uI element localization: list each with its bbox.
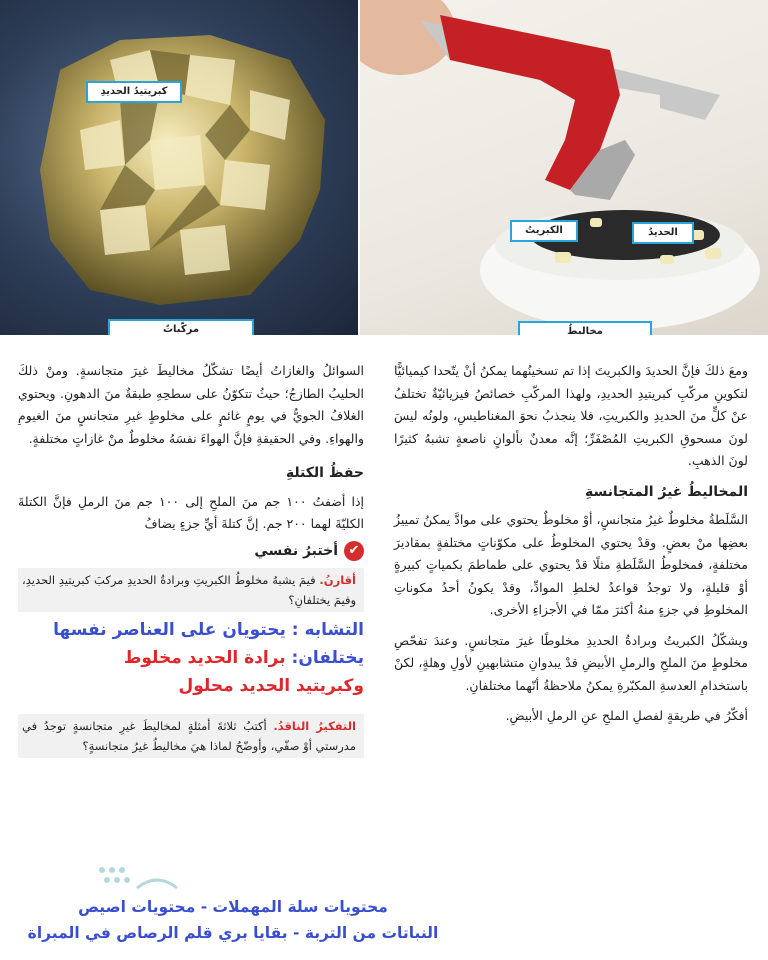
paragraph-think: أفكّرُ في طريقةٍ لفصلِ الملحِ عنِ الرملِ الأبيضِ. xyxy=(505,708,748,723)
question-compare-key: أقارنُ. xyxy=(319,573,356,587)
heading-heterogeneous-mixtures: المخاليطُ غيرُ المتجانسةِ xyxy=(585,483,748,500)
paragraph-mass: إذا أضفتُ ١٠٠ جم منَ الملحِ إلى ١٠٠ جم منَ الرملِ فإنَّ الكتلةَ الكليّةَ لهما ٢٠٠ جم. إنَّ كتلةَ أيِّ جزءٍ يضافُ xyxy=(18,493,364,531)
self-test-title xyxy=(18,540,364,563)
handwritten-footer-line1: محتويات سلة المهملات - محتويات اصيص xyxy=(78,898,388,916)
question-critical-thinking xyxy=(18,714,364,758)
label-iron-sulfide: كبريتيدُ الحديدِ xyxy=(86,81,182,103)
handwritten-answer-iron-sulfide: وكبريتيد الحديد محلول xyxy=(178,676,364,696)
question-compare-text: فيمَ يشبهُ مخلوطُ الكبريتِ وبرادةُ الحديدِ مركبَ كبريتيدِ الحديدِ، وفيمَ يختلفانِ؟ xyxy=(22,573,356,607)
left-text-column xyxy=(18,360,364,762)
handwritten-answer-difference xyxy=(18,644,364,672)
heading-conservation-of-mass: حفظُ الكتلةِ xyxy=(285,465,364,481)
mixture-photo xyxy=(360,0,768,335)
check-icon: ✔ xyxy=(344,541,364,561)
paragraph-iron-sulfur: ومعَ ذلكَ فإنَّ الحديدَ والكبريتَ إذا تم تسخينُهما يمكنُ أنْ يتّحدا كيميائيًّا لتكوينِ مركّبِ كبريتيدِ الحديدِ، ولهذا المركّبِ خصائصُ فيزيائيّةٌ تختلفُ عنْ كلٍّ منَ الحديدِ والكبريتِ، فلا ينجذبُ نحوَ المغناطيسِ، ولونُه ليسَ لونَ مسحوقِ الكبريتِ المُصْفَرِّ؛ إنَّه معدنٌ بألوانٍ ناصعةٍ تشبهُ كثيرًا لونَ الذهبِ. xyxy=(394,363,748,468)
magnet-mixture-illustration xyxy=(360,0,768,335)
self-test-label: أختبرُ نفسي xyxy=(254,542,338,559)
label-sulfur: الكبريتُ xyxy=(510,220,578,242)
handwritten-differ-key: يختلفان: xyxy=(291,648,364,668)
pyrite-photo xyxy=(0,0,358,335)
right-text-column xyxy=(394,360,748,728)
question-compare xyxy=(18,568,364,612)
handwritten-footer-line2: النباتات من التربة - بقايا بري قلم الرصاص في المبراة xyxy=(27,924,439,942)
paragraph-salad: السَّلَطةُ مخلوطٌ غيرُ متجانسٍ، أوْ مخلوطٌ يحتوي على موادَّ يمكنُ تمييزُ بعضِها منْ بعضٍ. وقدْ يحتوي المخلوطُ على مكوّناتٍ مختلفةٍ بمقاديرَ مختلفةٍ، فمخلوطُ السَّلَطةِ مثلًا قدْ يحتوي على طماطمَ بكمياتٍ كبيرةٍ أوْ قليلةٍ، ولا توجدُ قواعدُ لخلطِ الموادِّ، وقدْ يكونُ أحدُ مكوناتِ المخلوطِ في جزءٍ منهُ أكثرَ ممّا في الأجزاءِ الأخرى. xyxy=(394,512,748,617)
question-critical-key: التفكيرُ الناقدُ. xyxy=(273,719,356,733)
label-mixtures: مخاليطُ xyxy=(518,321,652,335)
label-iron: الحديدُ xyxy=(632,222,694,244)
paragraph-sulfur-iron-mixture: ويشكّلُ الكبريتُ وبرادةُ الحديدِ مخلوطًا غيرَ متجانسٍ. وعندَ تفحّصِ مخلوطٍ منَ الملحِ والرملِ الأبيضِ قدْ يبدوانِ متشابهينِ لأولِ وهلةٍ، لكنْ باستخدامِ العدسةِ المكبّرةِ يمكنُ ملاحظةُ أنّهما مختلفانِ. xyxy=(394,632,748,693)
handwritten-answer-similarity: التشابه : يحتويان على العناصر نفسها xyxy=(53,620,364,640)
question-critical-text: أكتبُ ثلاثةَ أمثلةٍ لمخاليطَ غيرِ متجانسةٍ توجدُ في مدرستي أوْ صفّي، وأوضّحُ لماذا هيَ مخاليطُ غيرُ متجانسةٍ؟ xyxy=(22,719,356,753)
pyrite-illustration xyxy=(0,0,358,335)
handwritten-differ-value: برادة الحديد مخلوط xyxy=(123,648,292,668)
watermark-logo xyxy=(92,860,182,894)
paragraph-liquids-gases: السوائلُ والغازاتُ أيضًا تشكّلُ مخاليطَ غيرَ متجانسةٍ. ومنْ ذلكَ الحليبُ الطازجُ؛ حيثُ تتكوّنُ على سطحِهِ طبقةٌ منَ الدهونِ. ويحتوي الغلافُ الجويُّ في يومٍ غائمٍ على مخلوطٍ غيرِ متجانسٍ منَ الغيومِ والهواءِ. وفي الحقيقةِ فإنَّ الهواءَ نفسَهُ مخلوطٌ منْ غازاتٍ مختلفةٍ. xyxy=(18,363,364,446)
label-compounds: مركّباتٌ xyxy=(108,319,254,335)
